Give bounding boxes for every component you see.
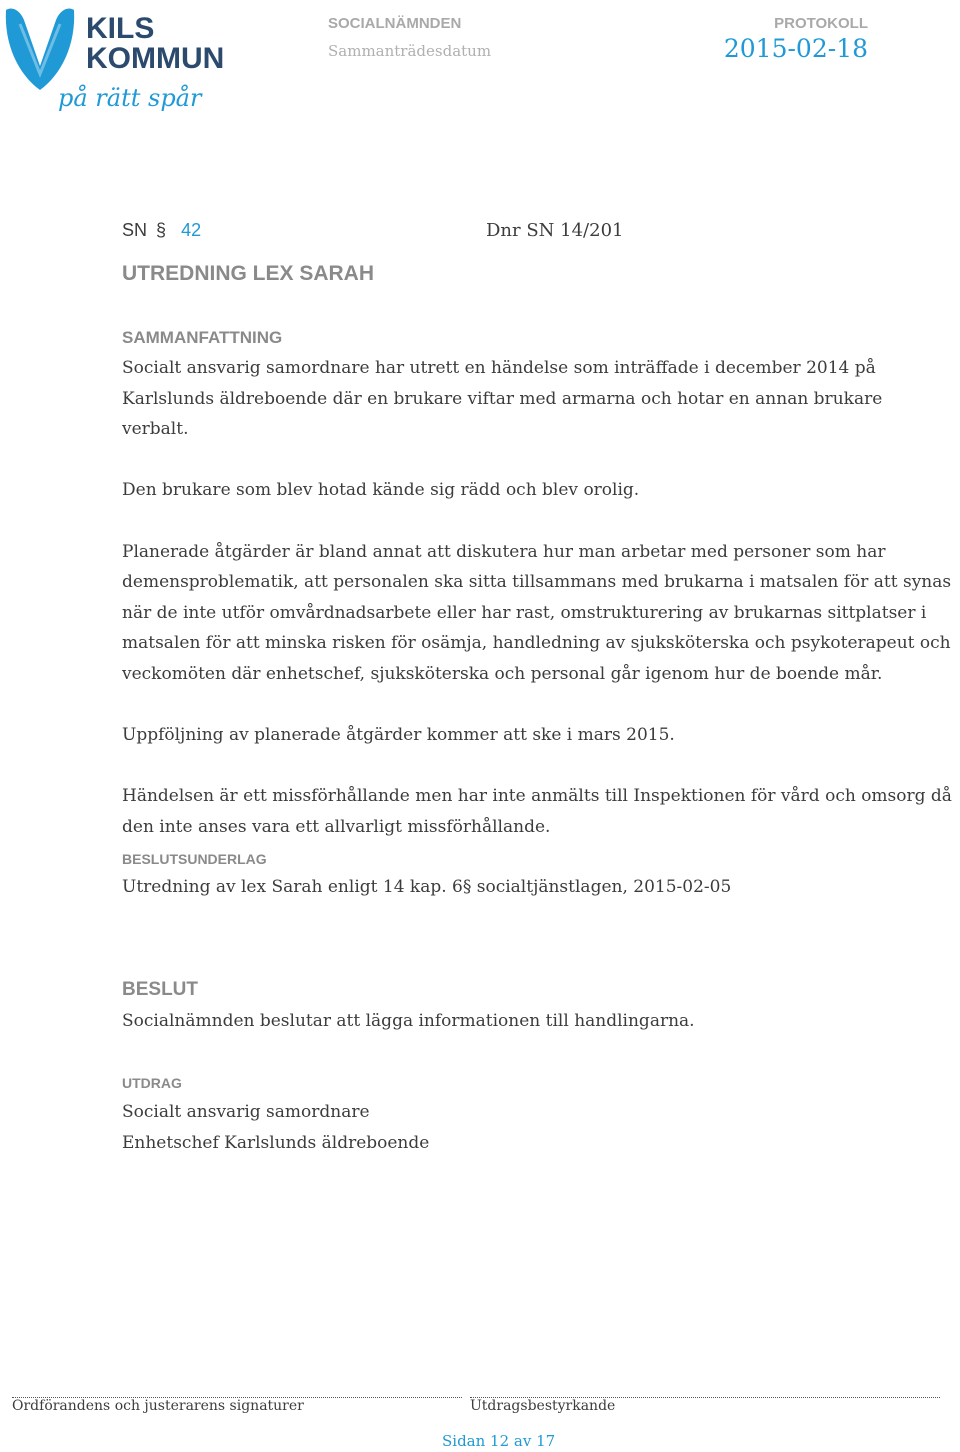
section-number: 42 — [181, 220, 202, 240]
kils-kommun-logo — [0, 0, 230, 135]
logo-line2: KOMMUN — [86, 42, 225, 75]
case-number — [122, 220, 201, 241]
meeting-date: 2015-02-18 — [723, 34, 868, 63]
committee-name: SOCIALNÄMNDEN — [328, 15, 462, 32]
decision-heading: BESLUT — [122, 979, 198, 1000]
summary-paragraph: Uppföljning av planerade åtgärder kommer att ske i mars 2015. — [122, 725, 675, 746]
certification-label: Utdragsbestyrkande — [470, 1398, 616, 1414]
extract-heading: UTDRAG — [122, 1075, 182, 1091]
extract-recipient: Socialt ansvarig samordnare — [122, 1102, 370, 1122]
extract-recipient: Enhetschef Karlslunds äldreboende — [122, 1132, 430, 1153]
logo-tagline: på rätt spår — [58, 84, 202, 112]
basis-heading: BESLUTSUNDERLAG — [122, 851, 267, 867]
basis-text: Utredning av lex Sarah enligt 14 kap. 6§ socialtjänstlagen, 2015-02-05 — [122, 877, 732, 897]
section-symbol: § — [156, 220, 167, 240]
page-number: Sidan 12 av 17 — [442, 1432, 556, 1450]
extract-list — [122, 1097, 952, 1158]
dnr: Dnr SN 14/201 — [486, 220, 624, 241]
summary-paragraph: Planerade åtgärder är bland annat att diskutera hur man arbetar med personer som har demensproblematik, att personalen ska sitta tillsammans med brukarna i matsalen för att synas när de inte utför omvårdnadsarbete eller har rast, omstrukturering av brukarnas sittplatser i matsalen för att minska risken för osämja, handledning av sjuksköterska och psykoterapeut och veckomöten där enhetschef, sjuksköterska och personal går igenom hur de boende mår. — [122, 541, 952, 684]
summary-heading: SAMMANFATTNING — [122, 328, 283, 347]
logo-line1: KILS — [86, 12, 155, 45]
summary-body — [122, 353, 952, 843]
summary-paragraph: Händelsen är ett missförhållande men har inte anmälts till Inspektionen för vård och omsorg då den inte anses vara ett allvarligt missförhållande. — [122, 786, 952, 837]
page-title: UTREDNING LEX SARAH — [122, 262, 375, 285]
summary-paragraph: Den brukare som blev hotad kände sig rädd och blev orolig. — [122, 480, 640, 501]
decision-text: Socialnämnden beslutar att lägga informationen till handlingarna. — [122, 1011, 695, 1031]
signatures-label: Ordförandens och justerarens signaturer — [12, 1398, 304, 1414]
meeting-date-label: Sammanträdesdatum — [328, 42, 492, 60]
case-prefix: SN — [122, 220, 148, 240]
summary-paragraph: Socialt ansvarig samordnare har utrett en händelse som inträffade i december 2014 på Karlslunds äldreboende där en brukare viftar med armarna och hotar en annan brukare verbalt. — [122, 358, 883, 440]
doc-type: PROTOKOLL — [774, 15, 868, 32]
heart-v-logo-icon — [2, 4, 78, 92]
